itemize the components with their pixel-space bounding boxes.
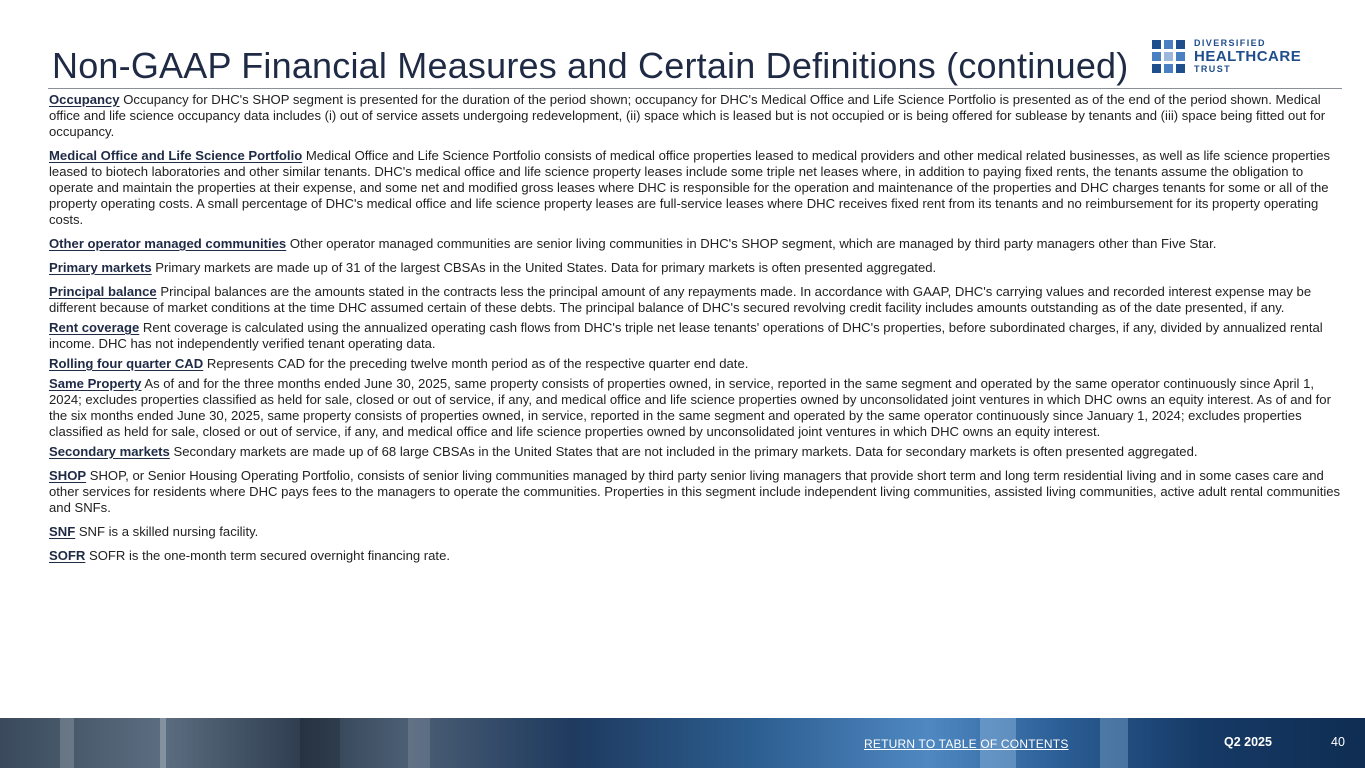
definition-shop [49,468,1344,516]
quarter-label: Q2 2025 [1224,735,1272,749]
footer-decor-stripe [160,718,166,768]
definition-term: Other operator managed communities [49,236,287,251]
definition-text: SNF is a skilled nursing facility. [75,524,259,539]
definition-term: Primary markets [49,260,152,275]
page-number: 40 [1331,735,1345,749]
definition-term: SNF [49,524,76,539]
definition-term: Principal balance [49,284,157,299]
definition-text: Principal balances are the amounts stated in the contracts less the principal amount of any repayments made. In accordance with GAAP, DHC's carrying values and recorded interest expense may be different because of market conditions at the time DHC assumed certain of these debts. The principal balance of DHC's secured revolving credit facility includes amounts outstanding as of the date presented, if any. [49,284,1312,315]
footer-decor-stripe [408,718,430,768]
definition-text: Represents CAD for the preceding twelve month period as of the respective quarter end date. [203,356,749,371]
definition-text: Other operator managed communities are senior living communities in DHC's SHOP segment, which are managed by third party managers other than Five Star. [286,236,1217,251]
page-title: Non-GAAP Financial Measures and Certain Definitions (continued) [52,45,1129,86]
definition-other-operator-managed [49,236,1344,252]
definition-term: Occupancy [49,92,120,107]
definitions-list [49,92,1344,572]
definition-text: SOFR is the one-month term secured overnight financing rate. [85,548,450,563]
footer-decor-stripe [300,718,340,768]
definition-primary-markets [49,260,1344,276]
definition-text: Medical Office and Life Science Portfolio consists of medical office properties leased to medical providers and other medical related businesses, as well as life science properties leased to biotech laboratories and other similar tenants. DHC's medical office and life science property leases include some triple net leases where, in addition to paying fixed rents, the tenants assume the obligation to operate and maintain the properties at their expense, and some net and modified gross leases where DHC is responsible for the operation and maintenance of the properties and DHC charges tenants for some or all of the property operating costs. A small percentage of DHC's medical office and life science property leases are full-service leases where DHC receives fixed rent from its tenants and no reimbursement for its property operating costs. [49,148,1331,227]
definition-rolling-four-quarter-cad [49,356,1344,372]
definition-term: Same Property [49,376,142,391]
footer-banner [0,718,1365,768]
definition-rent-coverage [49,320,1344,352]
definition-text: Occupancy for DHC's SHOP segment is presented for the duration of the period shown; occupancy for DHC's Medical Office and Life Science Portfolio is presented as of the end of the period shown. Medical office and life science occupancy data includes (i) out of service assets undergoing redevelopment, (ii) space which is leased but is not occupied or is being offered for sublease by tenants and (iii) space being fitted out for occupancy. [49,92,1326,139]
definition-text: Primary markets are made up of 31 of the largest CBSAs in the United States. Data for primary markets is often presented aggregated. [151,260,937,275]
footer-decor-stripe [1100,718,1128,768]
definition-text: As of and for the three months ended June 30, 2025, same property consists of properties owned, in service, reported in the same segment and operated by the same operator continuously since April 1, 2024; excludes properties classified as held for sale, closed or out of service, if any, and medical office and life science properties owned by unconsolidated joint ventures in which DHC owns an equity interest. As of and for the six months ended June 30, 2025, same property consists of properties owned, in service, reported in the same segment and operated by the same operator continuously since January 1, 2024; excludes properties classified as held for sale, closed or out of service, if any, and medical office and life science properties owned by unconsolidated joint ventures in which DHC owns an equity interest. [49,376,1331,439]
definition-principal-balance [49,284,1344,316]
definition-term: Medical Office and Life Science Portfolio [49,148,303,163]
definition-sofr [49,548,1344,564]
logo-text-trust: TRUST [1194,63,1231,74]
company-logo [1152,36,1301,76]
definition-occupancy [49,92,1344,140]
definition-text: Secondary markets are made up of 68 large CBSAs in the United States that are not included in the primary markets. Data for secondary markets is often presented aggregated. [169,444,1198,459]
definition-same-property [49,376,1344,440]
footer-decor-stripe [60,718,74,768]
logo-text-healthcare: HEALTHCARE [1194,47,1302,65]
definition-secondary-markets [49,444,1344,460]
definition-term: SOFR [49,548,86,563]
definition-text: Rent coverage is calculated using the annualized operating cash flows from DHC's triple net lease tenants' operations of DHC's properties, before subordinated charges, if any, divided by annualized rental income. DHC has not independently verified tenant operating data. [49,320,1323,351]
title-divider [48,88,1342,89]
grid-squares-logo-icon [1152,40,1185,73]
logo-text-diversified: DIVERSIFIED [1194,37,1266,48]
definition-term: Rent coverage [49,320,140,335]
return-to-toc-link[interactable]: RETURN TO TABLE OF CONTENTS [864,737,1069,751]
definition-term: Secondary markets [49,444,170,459]
definition-snf [49,524,1344,540]
definition-term: SHOP [49,468,87,483]
definition-term: Rolling four quarter CAD [49,356,204,371]
definition-medical-office-portfolio [49,148,1344,228]
definition-text: SHOP, or Senior Housing Operating Portfolio, consists of senior living communities managed by third party senior living managers that provide short term and long term residential living and in some cases care and other services for residents where DHC pays fees to the managers to operate the communities. Properties in this segment include independent living communities, assisted living communities, active adult rental communities and SNFs. [49,468,1341,515]
